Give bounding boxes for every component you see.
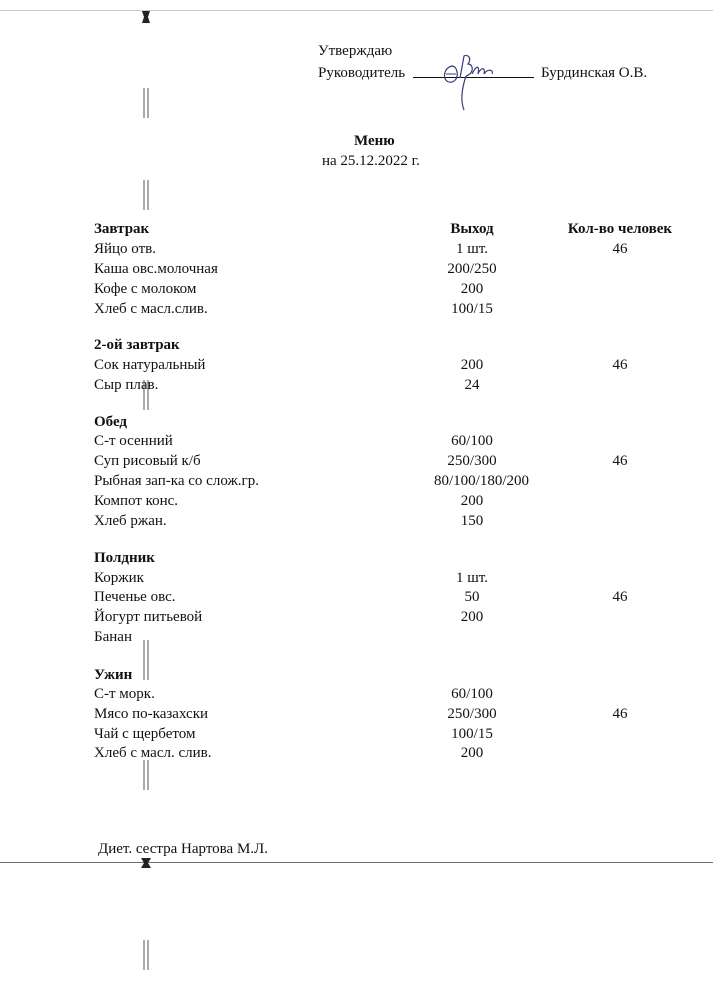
dish-name: С-т морк. xyxy=(94,686,155,702)
scan-edge-top xyxy=(0,10,713,11)
dish-name: С-т осенний xyxy=(94,433,173,449)
section-header xyxy=(94,412,684,432)
dish-name: Хлеб с масл. слив. xyxy=(94,745,212,761)
list-item xyxy=(94,511,684,531)
dish-output: 200 xyxy=(460,493,484,509)
table-header xyxy=(94,219,684,239)
dish-output: 200/250 xyxy=(447,261,497,277)
signature-icon xyxy=(438,44,518,114)
meal-heading-second-breakfast: 2-ой завтрак xyxy=(94,337,180,353)
dish-name: Коржик xyxy=(94,570,144,586)
dish-output: 200 xyxy=(460,281,484,297)
list-item xyxy=(94,279,684,299)
people-count: 46 xyxy=(612,589,628,605)
list-item xyxy=(94,471,684,491)
section-header xyxy=(94,548,684,568)
people-count: 46 xyxy=(612,241,628,257)
meal-heading-breakfast: Завтрак xyxy=(94,221,150,237)
meal-heading-lunch: Обед xyxy=(94,414,128,430)
people-count: 46 xyxy=(612,706,628,722)
dish-name: Мясо по-казахски xyxy=(94,706,209,722)
section-header xyxy=(94,665,684,685)
dish-name: Сок натуральный xyxy=(94,357,206,373)
list-item xyxy=(94,627,684,647)
column-count-header: Кол-во человек xyxy=(567,221,673,237)
people-count: 46 xyxy=(612,453,628,469)
dish-output: 1 шт. xyxy=(456,570,488,586)
section-header xyxy=(94,335,684,355)
dish-output: 250/300 xyxy=(447,453,497,469)
meal-heading-dinner: Ужин xyxy=(94,667,133,683)
dish-name: Хлеб ржан. xyxy=(94,513,167,529)
dish-output: 200 xyxy=(460,745,484,761)
dish-output: 1 шт. xyxy=(456,241,488,257)
list-item xyxy=(94,587,684,607)
dish-output: 200 xyxy=(460,357,484,373)
punch-mark-icon xyxy=(141,180,151,194)
dish-output: 50 xyxy=(464,589,480,605)
list-item xyxy=(94,491,684,511)
list-item xyxy=(94,259,684,279)
list-item xyxy=(94,239,684,259)
dish-name: Кофе с молоком xyxy=(94,281,197,297)
dish-name: Сыр плав. xyxy=(94,377,159,393)
dish-output: 80/100/180/200 xyxy=(434,473,530,489)
dish-output: 100/15 xyxy=(451,301,493,317)
column-output-header: Выход xyxy=(450,221,494,237)
dish-output: 150 xyxy=(460,513,484,529)
list-item xyxy=(94,299,684,319)
dish-name: Каша овс.молочная xyxy=(94,261,218,277)
punch-mark-icon xyxy=(141,88,151,102)
punch-mark-icon xyxy=(141,10,151,24)
punch-mark-icon xyxy=(141,940,151,954)
dish-name: Печенье овс. xyxy=(94,589,176,605)
list-item xyxy=(94,607,684,627)
dish-name: Яйцо отв. xyxy=(94,241,156,257)
approver-name: Бурдинская О.В. xyxy=(541,65,648,81)
dish-output: 24 xyxy=(464,377,480,393)
dish-name: Йогурт питьевой xyxy=(94,609,203,625)
list-item xyxy=(94,704,684,724)
list-item xyxy=(94,431,684,451)
dietitian-signature: Диет. сестра Нартова М.Л. xyxy=(98,841,268,857)
approve-label: Утверждаю xyxy=(318,43,393,59)
dish-name: Суп рисовый к/б xyxy=(94,453,201,469)
list-item xyxy=(94,743,684,763)
list-item xyxy=(94,568,684,588)
dish-output: 60/100 xyxy=(451,686,493,702)
list-item xyxy=(94,724,684,744)
dish-output: 60/100 xyxy=(451,433,493,449)
list-item xyxy=(94,684,684,704)
list-item xyxy=(94,375,684,395)
dish-output: 100/15 xyxy=(451,726,493,742)
scan-edge-bottom xyxy=(0,862,713,863)
dish-output: 200 xyxy=(460,609,484,625)
list-item xyxy=(94,451,684,471)
list-item xyxy=(94,355,684,375)
page-title: Меню xyxy=(354,133,395,149)
dish-name: Рыбная зап-ка со слож.гр. xyxy=(94,473,259,489)
punch-mark-icon xyxy=(139,856,149,870)
meal-heading-afternoon-snack: Полдник xyxy=(94,550,155,566)
dish-name: Хлеб с масл.слив. xyxy=(94,301,208,317)
dish-output: 250/300 xyxy=(447,706,497,722)
dish-name: Чай с щербетом xyxy=(94,726,196,742)
role-label: Руководитель xyxy=(318,65,406,81)
dish-name: Банан xyxy=(94,629,132,645)
people-count: 46 xyxy=(612,357,628,373)
dish-name: Компот конс. xyxy=(94,493,179,509)
menu-date: на 25.12.2022 г. xyxy=(322,153,420,169)
